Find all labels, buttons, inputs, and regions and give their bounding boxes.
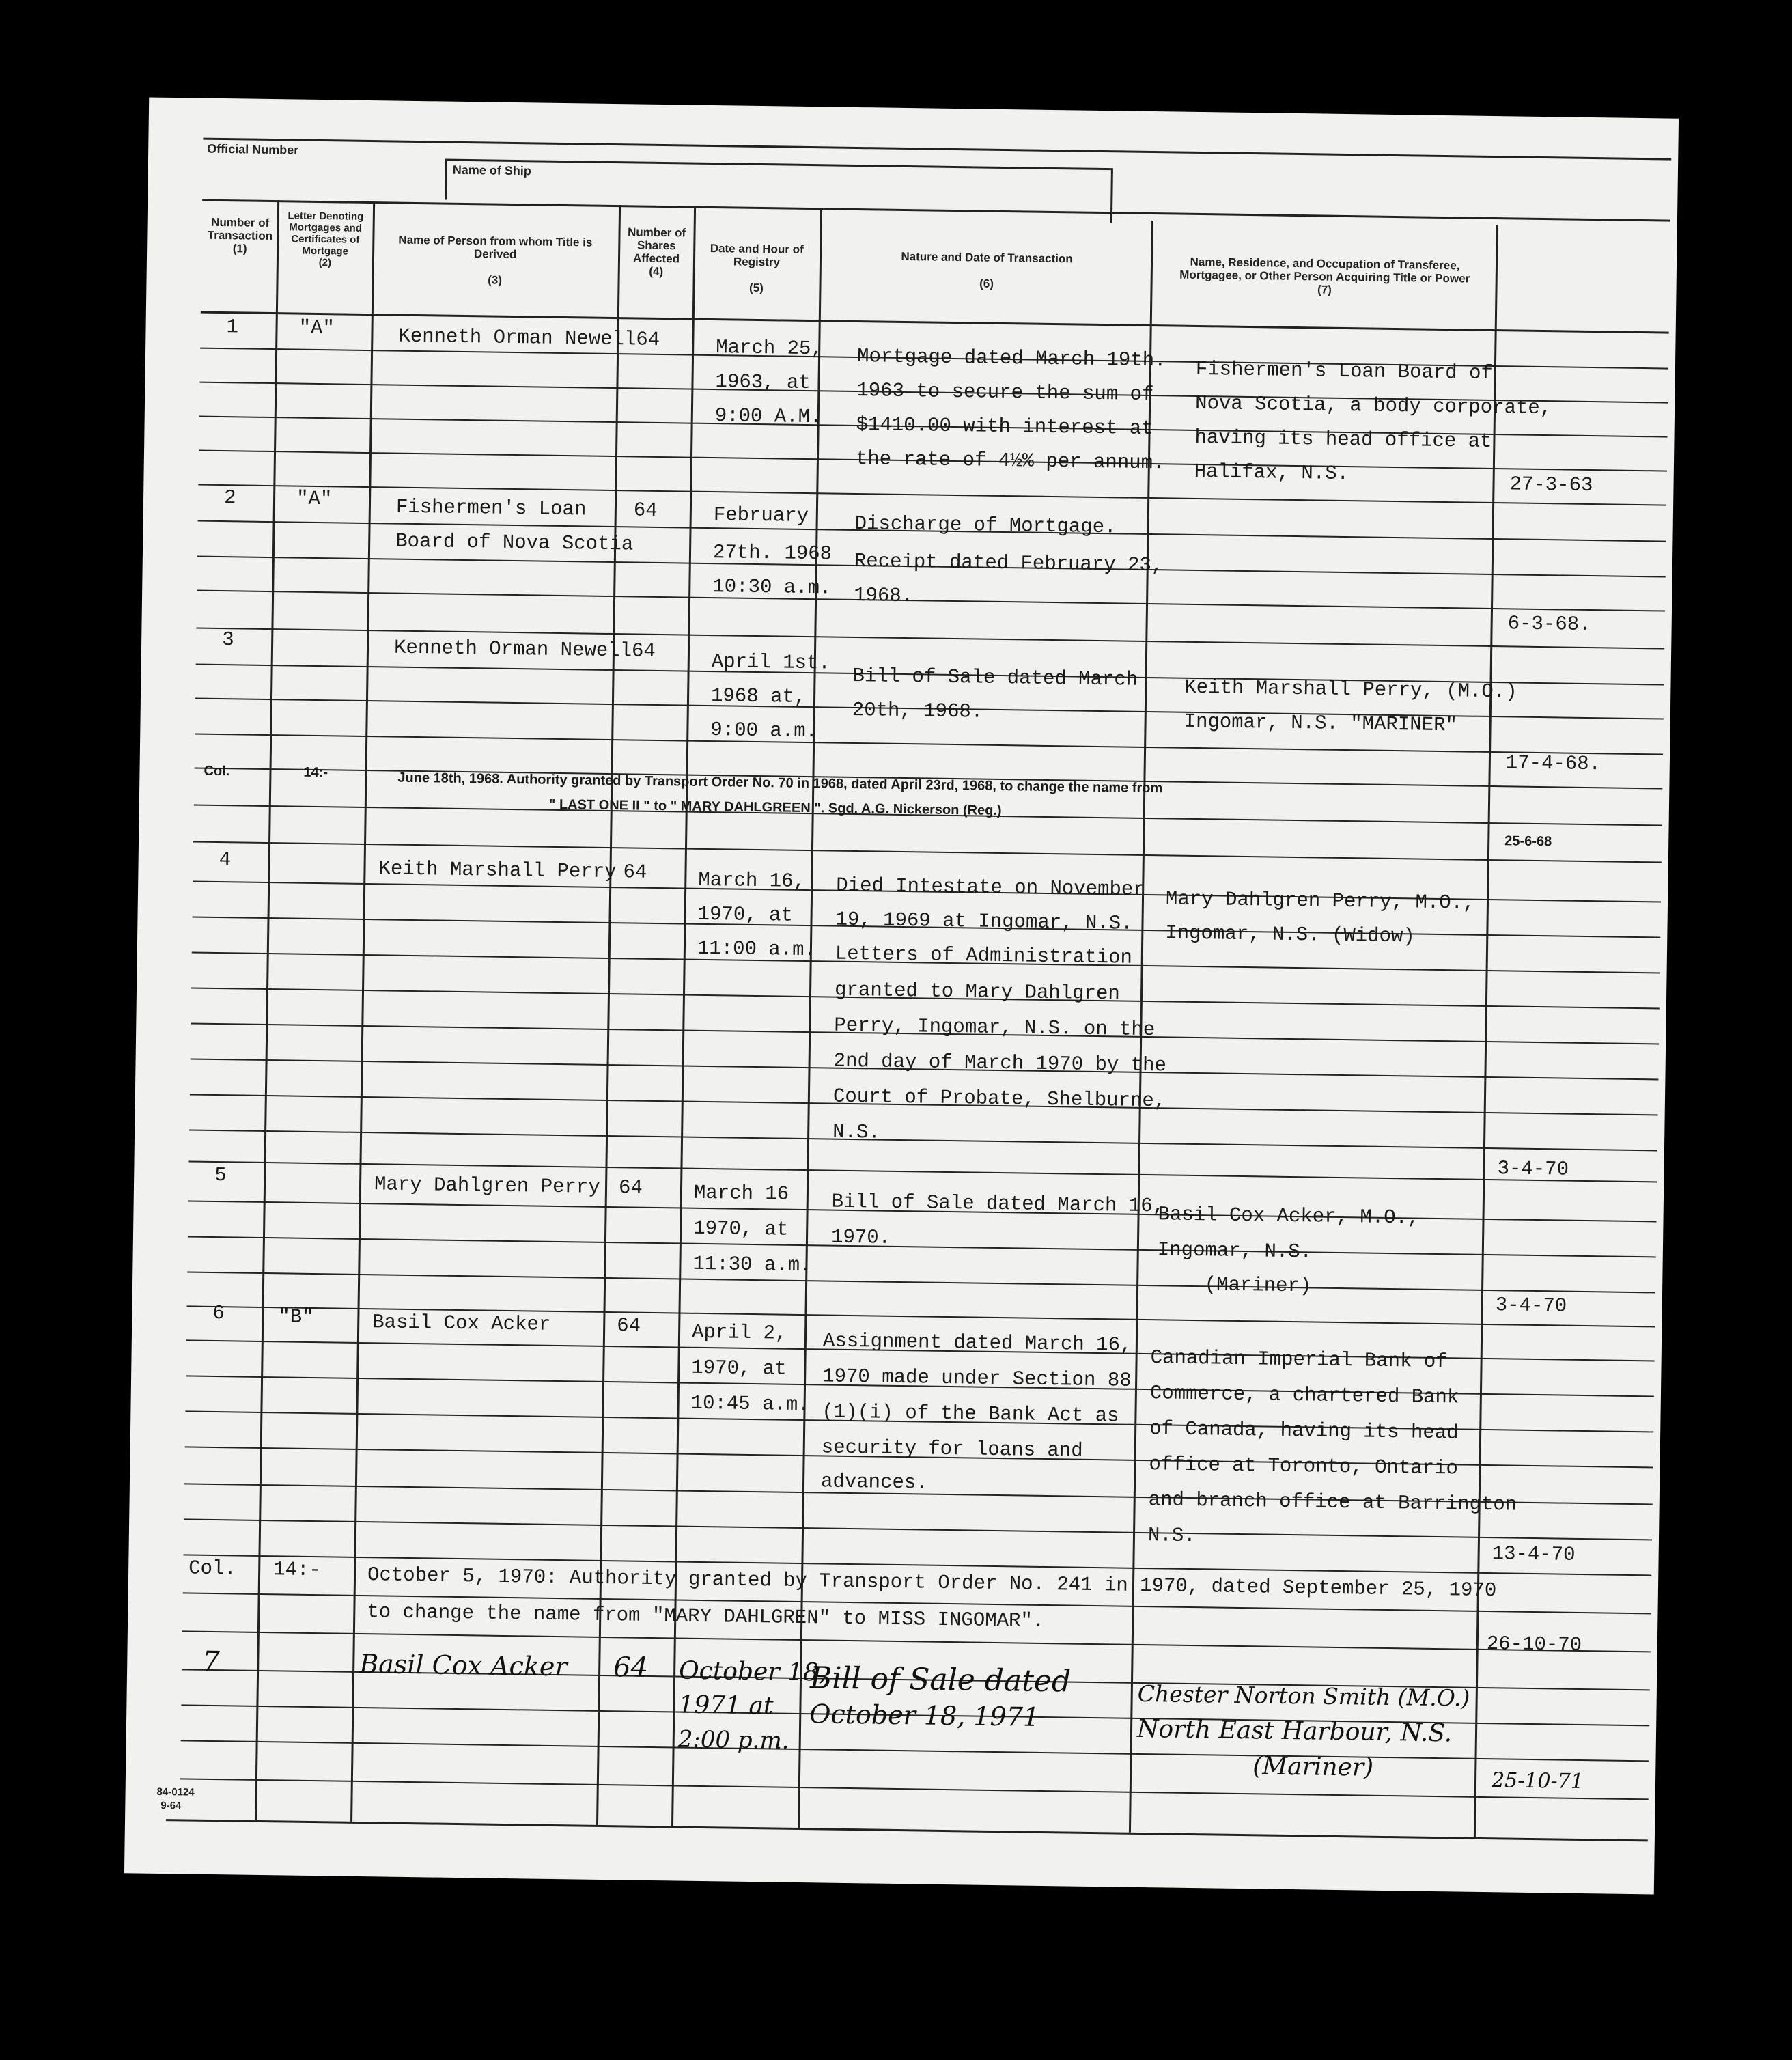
ruled-line	[184, 1518, 1652, 1540]
ship-box-top	[445, 159, 1111, 171]
entry-2-nature-1: Discharge of Mortgage.	[854, 512, 1117, 539]
entry-6-from: Basil Cox Acker	[372, 1311, 551, 1336]
entry-2-date-3: 10:30 a.m.	[712, 575, 832, 600]
entry-4-date-3: 11:00 a.m.	[697, 936, 817, 962]
entry-1-nature-3: $1410.00 with interest at	[856, 413, 1153, 441]
ship-box-left	[445, 159, 447, 200]
entry-1-to-2: Nova Scotia, a body corporate,	[1194, 391, 1552, 420]
entry-3-date-2: 1968 at,	[710, 684, 807, 709]
entry-2-nature-2: Receipt dated February 23,	[854, 549, 1164, 577]
ruled-line	[187, 1271, 1655, 1293]
entry-7-registered: 25-10-71	[1491, 1768, 1584, 1794]
entry-6-shares: 64	[616, 1314, 641, 1337]
entry-3-to-2: Ingomar, N.S. "MARINER"	[1184, 710, 1458, 737]
form-number: 84-0124	[156, 1785, 195, 1798]
top-rule	[203, 138, 1671, 161]
entry-1-date-3: 9:00 A.M.	[714, 404, 822, 429]
entry-2-from-1: Fishermen's Loan	[395, 495, 587, 521]
entry-6-date-2: 1970, at	[691, 1356, 787, 1380]
entry-6-to-1: Canadian Imperial Bank of	[1150, 1346, 1448, 1374]
entry-2-from-2: Board of Nova Scotia	[395, 529, 634, 556]
entry-4-nature-7: Court of Probate, Shelburne,	[832, 1085, 1166, 1113]
col-5-header: Date and Hour of Registry (5)	[710, 241, 804, 295]
entry-3-date-3: 9:00 a.m.	[710, 719, 818, 743]
entry-4-from: Keith Marshall Perry	[378, 857, 617, 884]
entry-1-letter: "A"	[298, 316, 335, 340]
ruled-lines	[149, 97, 1679, 118]
entry-6-date-1: April 2,	[691, 1320, 787, 1345]
col-2-header: Letter Denoting Mortgages and Certificates of Mortgage (2)	[288, 210, 364, 269]
entry-6-to-6: N.S.	[1147, 1524, 1196, 1548]
note-2-registered: 26-10-70	[1486, 1632, 1582, 1656]
ship-box-right	[1110, 168, 1113, 223]
entry-3-nature-1: Bill of Sale dated March	[852, 664, 1138, 691]
entry-1-nature-2: 1963 to secure the sum of	[856, 378, 1154, 406]
entry-4-date-2: 1970, at	[697, 902, 794, 927]
form-date: 9-64	[160, 1799, 182, 1812]
entry-3-nature-2: 20th, 1968.	[852, 698, 983, 723]
register-page	[124, 97, 1679, 1894]
entry-5-to-1: Basil Cox Acker, M.O.,	[1158, 1203, 1420, 1229]
entry-5-shares: 64	[618, 1176, 643, 1199]
note-1-ref: 14:-	[303, 764, 328, 781]
entry-1-number: 1	[226, 316, 239, 339]
entry-7-date-1: October 18,	[678, 1656, 827, 1687]
entry-1-to-1: Fishermen's Loan Board of	[1195, 357, 1494, 385]
entry-5-to-3: (Mariner)	[1156, 1272, 1312, 1298]
entry-3-number: 3	[221, 628, 234, 652]
entry-4-nature-3: Letters of Administration	[835, 942, 1133, 969]
entry-4-nature-2: 19, 1969 at Ingomar, N.S.	[835, 908, 1133, 935]
entry-1-date-2: 1963, at	[715, 370, 811, 395]
entry-7-number: 7	[201, 1645, 221, 1678]
entry-5-number: 5	[214, 1163, 227, 1187]
note-2-line-1: October 5, 1970: Authority granted by Transport Order No. 241 in 1970, dated September 25, 1970	[367, 1563, 1497, 1602]
note-1-line-1: June 18th, 1968. Authority granted by Transport Order No. 70 in 1968, dated April 23rd, 1968, to change the name from	[397, 770, 1163, 796]
entry-4-registered: 3-4-70	[1497, 1157, 1569, 1181]
entry-4-shares: 64	[623, 861, 647, 884]
entry-7-date-2: 1971 at	[678, 1690, 774, 1721]
entry-5-date-2: 1970, at	[692, 1216, 789, 1241]
entry-6-to-3: of Canada, having its head	[1149, 1417, 1459, 1445]
entry-4-to-1: Mary Dahlgren Perry, M.O.,	[1165, 887, 1475, 915]
entry-6-nature-2: 1970 made under Section 88	[822, 1365, 1132, 1392]
ruled-line	[189, 1129, 1657, 1151]
entry-1-to-3: having its head office at	[1194, 426, 1492, 453]
entry-1-shares: 64	[636, 328, 660, 351]
entry-7-date-3: 2:00 p.m.	[677, 1725, 789, 1755]
note-2-ref: 14:-	[272, 1558, 322, 1582]
entry-1-registered: 27-3-63	[1509, 473, 1593, 497]
entry-5-registered: 3-4-70	[1495, 1294, 1567, 1318]
entry-4-number: 4	[219, 848, 232, 872]
entry-7-nature-2: October 18, 1971	[809, 1699, 1040, 1732]
ruled-line	[180, 1778, 1649, 1800]
col-7-header: Name, Residence, and Occupation of Transferee, Mortgagee, or Other Person Acquiring Title or Power (7)	[1179, 255, 1470, 296]
entry-6-nature-4: security for loans and	[821, 1436, 1083, 1462]
entry-1-date-1: March 25,	[715, 336, 824, 361]
entry-3-from: Kenneth Orman Newell	[393, 636, 632, 663]
entry-1-nature-4: the rate of 4½% per annum.	[855, 447, 1165, 475]
entry-5-from: Mary Dahlgren Perry	[374, 1173, 600, 1199]
entry-5-to-2: Ingomar, N.S.	[1157, 1238, 1313, 1264]
note-2-col: Col.	[188, 1557, 237, 1581]
entry-7-to-2: North East Harbour, N.S.	[1136, 1714, 1453, 1748]
bottom-rule	[166, 1819, 1648, 1841]
note-1-line-2: " LAST ONE II " to " MARY DAHLGREEN ". Sgd. A.G. Nickerson (Reg.)	[548, 796, 1002, 819]
entry-2-number: 2	[223, 486, 236, 510]
entry-5-date-1: March 16	[693, 1181, 789, 1206]
note-2-line-2: to change the name from "MARY DAHLGREN" to MISS INGOMAR".	[367, 1600, 1045, 1633]
entry-1-nature-1: Mortgage dated March 19th.	[856, 345, 1166, 372]
entry-2-registered: 6-3-68.	[1507, 612, 1591, 637]
ruled-line	[188, 1236, 1656, 1257]
entry-5-date-3: 11:30 a.m.	[692, 1252, 812, 1277]
entry-2-date-2: 27th. 1968	[712, 541, 832, 566]
entry-5-nature-2: 1970.	[830, 1225, 891, 1249]
ruled-line	[197, 590, 1665, 612]
entry-7-from: Basil Cox Acker	[359, 1649, 568, 1682]
entry-6-letter: "B"	[278, 1305, 314, 1329]
entry-4-nature-6: 2nd day of March 1970 by the	[833, 1049, 1167, 1077]
entry-6-to-4: office at Toronto, Ontario	[1149, 1453, 1459, 1480]
entry-4-nature-1: Died Intestate on November	[836, 874, 1145, 901]
entry-6-nature-3: (1)(i) of the Bank Act as	[822, 1400, 1119, 1428]
entry-3-to-1: Keith Marshall Perry, (M.O.)	[1184, 676, 1517, 704]
entry-4-to-2: Ingomar, N.S. (Widow)	[1165, 921, 1415, 948]
entry-4-nature-4: granted to Mary Dahlgren	[834, 978, 1120, 1005]
col-3-header: Name of Person from whom Title is Derived (3)	[398, 233, 593, 287]
official-number-label: Official Number	[207, 141, 299, 157]
entry-2-date-1: February	[713, 503, 809, 528]
entry-6-registered: 13-4-70	[1492, 1542, 1576, 1566]
entry-4-nature-5: Perry, Ingomar, N.S. on the	[834, 1014, 1156, 1042]
col-4-header: Number of Shares Affected (4)	[627, 225, 686, 279]
entry-7-to-1: Chester Norton Smith (M.O.)	[1137, 1680, 1470, 1712]
entry-2-letter: "A"	[296, 487, 333, 511]
entry-3-registered: 17-4-68.	[1505, 751, 1601, 776]
entry-6-to-2: Commerce, a chartered Bank	[1149, 1382, 1459, 1409]
entry-2-shares: 64	[633, 499, 658, 522]
entry-1-from: Kenneth Orman Newell	[398, 324, 636, 351]
entry-5-nature-1: Bill of Sale dated March 16,	[831, 1190, 1165, 1218]
entry-7-to-3: (Mariner)	[1252, 1752, 1374, 1782]
entry-3-date-1: April 1st.	[711, 650, 831, 675]
entry-6-nature-1: Assignment dated March 16,	[822, 1329, 1132, 1356]
entry-2-nature-3: 1968.	[853, 583, 914, 608]
entry-6-number: 6	[212, 1301, 225, 1325]
col-1-header: Number of Transaction (1)	[207, 215, 273, 255]
entry-7-shares: 64	[613, 1652, 649, 1684]
entry-6-nature-5: advances.	[820, 1470, 928, 1494]
entry-3-shares: 64	[631, 639, 656, 663]
entry-4-nature-8: N.S.	[832, 1120, 881, 1144]
header-top-rule	[202, 199, 1670, 222]
entry-4-date-1: March 16,	[698, 868, 806, 893]
name-of-ship-label: Name of Ship	[452, 163, 531, 178]
entry-6-to-5: and branch office at Barrington	[1148, 1488, 1517, 1516]
entry-1-to-4: Halifax, N.S.	[1194, 460, 1349, 486]
entry-7-nature-1: Bill of Sale dated	[809, 1660, 1072, 1699]
col-6-header: Nature and Date of Transaction (6)	[901, 249, 1073, 290]
entry-6-date-3: 10:45 a.m.	[690, 1391, 810, 1417]
note-1-col: Col.	[204, 763, 230, 779]
note-1-registered: 25-6-68	[1504, 833, 1552, 850]
